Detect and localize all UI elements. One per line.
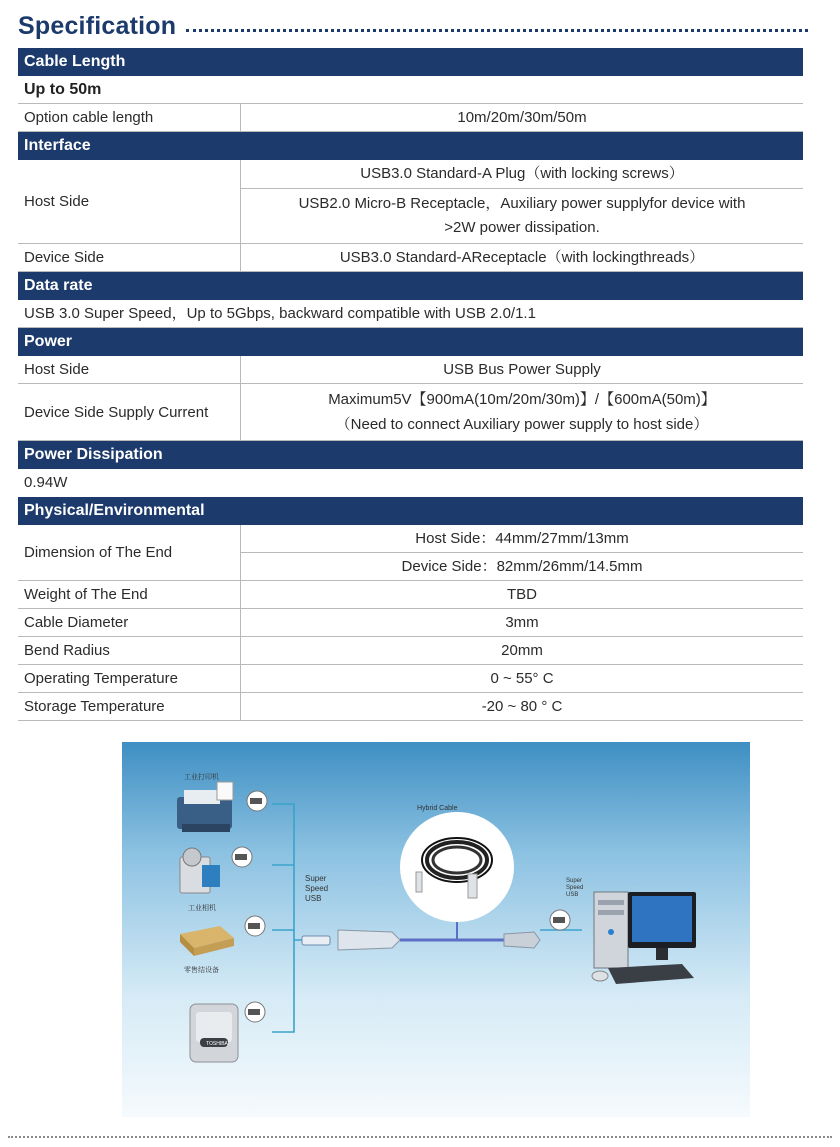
pc-usb-label xyxy=(566,878,585,898)
row-value: USB3.0 Standard-AReceptacle（with lockingthreads） xyxy=(339,248,705,266)
row-value: USB Bus Power Supply xyxy=(443,360,601,378)
diagram-svg xyxy=(122,742,750,1117)
row-label: Host Side xyxy=(18,160,241,243)
row-value: 0 ~ 55° C xyxy=(490,669,554,687)
row-label: Storage Temperature xyxy=(18,693,241,720)
device-label: 零售结设备 xyxy=(184,967,219,974)
usb-label-line: Super xyxy=(305,874,327,883)
connection-diagram xyxy=(122,742,750,1117)
row-label: Operating Temperature xyxy=(18,665,241,692)
row-cable-diameter xyxy=(18,609,803,637)
row-power-device xyxy=(18,384,803,441)
computer-icon xyxy=(592,892,696,984)
usb-port-icon xyxy=(232,847,252,867)
row-value: Host Side：44mm/27mm/13mm xyxy=(415,529,629,547)
section-header-power-dissipation: Power Dissipation xyxy=(18,441,803,469)
cable-length-summary: Up to 50m xyxy=(18,76,803,104)
bottom-divider xyxy=(8,1136,832,1138)
pc-usb-label-line: Super xyxy=(566,878,583,884)
row-value: 10m/20m/30m/50m xyxy=(457,108,587,126)
section-header-interface: Interface xyxy=(18,132,803,160)
row-label: Bend Radius xyxy=(18,637,241,664)
row-value: 3mm xyxy=(505,613,539,631)
row-interface-host xyxy=(18,160,803,244)
usb-label-line: Speed xyxy=(305,884,329,893)
row-value: Maximum5V【900mA(10m/20m/30m)】/【600mA(50m)】 xyxy=(328,390,716,408)
row-storage-temperature xyxy=(18,693,803,721)
row-value: 20mm xyxy=(501,641,543,659)
device-label: 工业打印机 xyxy=(184,774,219,781)
row-label: Option cable length xyxy=(18,104,241,131)
power-dissipation-value: 0.94W xyxy=(24,474,68,491)
title-divider xyxy=(186,29,808,32)
row-dimension xyxy=(18,525,803,581)
row-label: Weight of The End xyxy=(18,581,241,608)
cable-coil-icon xyxy=(400,812,514,922)
pc-usb-label-line: USB xyxy=(566,892,579,898)
usb-port-icon xyxy=(245,1002,265,1022)
device-label: 工业相机 xyxy=(188,905,216,912)
row-label: Device Side xyxy=(18,244,241,271)
row-label: Device Side Supply Current xyxy=(18,384,241,440)
usb-port-icon xyxy=(550,910,570,930)
section-header-physical: Physical/Environmental xyxy=(18,497,803,525)
external-drive-icon xyxy=(190,1004,238,1062)
section-header-power: Power xyxy=(18,328,803,356)
row-note: （Need to connect Auxiliary power supply to host side） xyxy=(335,415,709,433)
row-weight xyxy=(18,581,803,609)
section-header-data-rate: Data rate xyxy=(18,272,803,300)
title-bar xyxy=(18,10,808,44)
page-title: Specification xyxy=(18,12,177,40)
data-rate-value: USB 3.0 Super Speed，Up to 5Gbps, backward compatible with USB 2.0/1.1 xyxy=(18,300,803,328)
row-value: Device Side：82mm/26mm/14.5mm xyxy=(241,552,803,580)
row-operating-temperature xyxy=(18,665,803,693)
row-option-cable-length xyxy=(18,104,803,132)
usb-label xyxy=(305,874,330,903)
row-label: Host Side xyxy=(18,356,241,383)
spec-table xyxy=(18,48,803,721)
row-value: -20 ~ 80 ° C xyxy=(481,697,563,715)
camera-icon xyxy=(180,848,220,893)
row-value: USB2.0 Micro-B Receptacle，Auxiliary power supplyfor device with >2W power dissipation. xyxy=(241,188,803,243)
printer-icon xyxy=(177,782,233,832)
section-header-cable-length: Cable Length xyxy=(18,48,803,76)
usb-label-line: USB xyxy=(305,894,322,903)
drive-label: TOSHIBA xyxy=(206,1041,228,1047)
usb-port-icon xyxy=(247,791,267,811)
row-label: Dimension of The End xyxy=(18,525,241,580)
pc-usb-label-line: Speed xyxy=(566,885,584,891)
row-value: TBD xyxy=(507,585,537,603)
retail-device-icon xyxy=(180,926,234,956)
row-bend-radius xyxy=(18,637,803,665)
usb-port-icon xyxy=(245,916,265,936)
row-power-host xyxy=(18,356,803,384)
hybrid-cable xyxy=(302,930,540,950)
hybrid-cable-label: Hybrid Cable xyxy=(417,805,458,812)
row-interface-device xyxy=(18,244,803,272)
row-value: USB3.0 Standard-A Plug（with locking screws） xyxy=(360,165,684,182)
row-label: Cable Diameter xyxy=(18,609,241,636)
